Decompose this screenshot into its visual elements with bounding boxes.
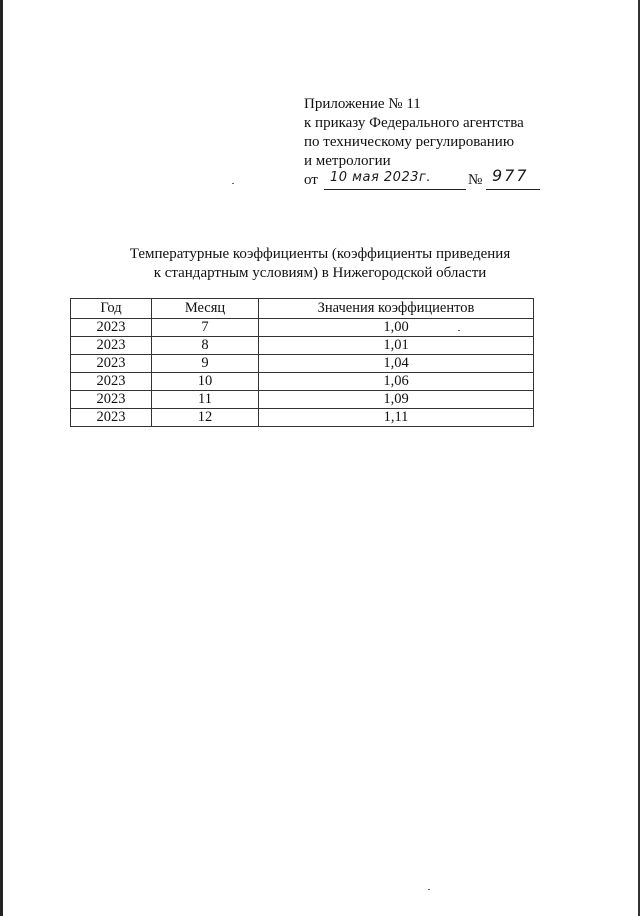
scan-speck	[232, 183, 234, 184]
scan-speck	[428, 889, 430, 890]
cell-coefficient: 1,09	[259, 391, 534, 409]
cell-year: 2023	[71, 319, 152, 337]
order-number-handwritten: 977	[492, 166, 529, 185]
cell-coefficient: 1,11	[259, 409, 534, 427]
header-coefficient: Значения коэффициентов	[259, 299, 534, 319]
table-header-row	[71, 299, 534, 319]
scan-speck	[458, 330, 460, 331]
document-title-line-2: к стандартным условиям) в Нижегородской области	[153, 265, 487, 281]
table-row	[71, 409, 534, 427]
table-row	[71, 391, 534, 409]
table-row	[71, 319, 534, 337]
header-month: Месяц	[152, 299, 259, 319]
header-year: Год	[71, 299, 152, 319]
appendix-order-ref: к приказу Федерального агентства	[304, 115, 524, 131]
order-date-field	[324, 171, 466, 190]
date-prefix: от	[304, 172, 318, 188]
cell-month: 8	[152, 337, 259, 355]
cell-coefficient: 1,00	[259, 319, 534, 337]
number-prefix: №	[468, 172, 483, 188]
order-date-number-line	[304, 166, 604, 193]
coefficients-table	[70, 298, 534, 427]
cell-year: 2023	[71, 391, 152, 409]
cell-month: 7	[152, 319, 259, 337]
document-title-line-1: Температурные коэффициенты (коэффициенты приведения	[129, 246, 511, 262]
cell-year: 2023	[71, 409, 152, 427]
table-row	[71, 337, 534, 355]
table-row	[71, 355, 534, 373]
appendix-metrology-line: и метрологии	[304, 153, 391, 169]
order-date-handwritten: 10 мая 2023г.	[330, 170, 431, 185]
appendix-agency-line: по техническому регулированию	[304, 134, 515, 150]
cell-year: 2023	[71, 337, 152, 355]
order-number-field	[486, 166, 540, 190]
cell-month: 12	[152, 409, 259, 427]
appendix-header	[304, 95, 604, 171]
appendix-number: Приложение № 11	[304, 96, 421, 112]
table-row	[71, 373, 534, 391]
cell-coefficient: 1,01	[259, 337, 534, 355]
cell-year: 2023	[71, 355, 152, 373]
cell-coefficient: 1,04	[259, 355, 534, 373]
cell-month: 11	[152, 391, 259, 409]
scan-edge-left	[0, 0, 3, 916]
cell-month: 10	[152, 373, 259, 391]
cell-coefficient: 1,06	[259, 373, 534, 391]
cell-year: 2023	[71, 373, 152, 391]
cell-month: 9	[152, 355, 259, 373]
